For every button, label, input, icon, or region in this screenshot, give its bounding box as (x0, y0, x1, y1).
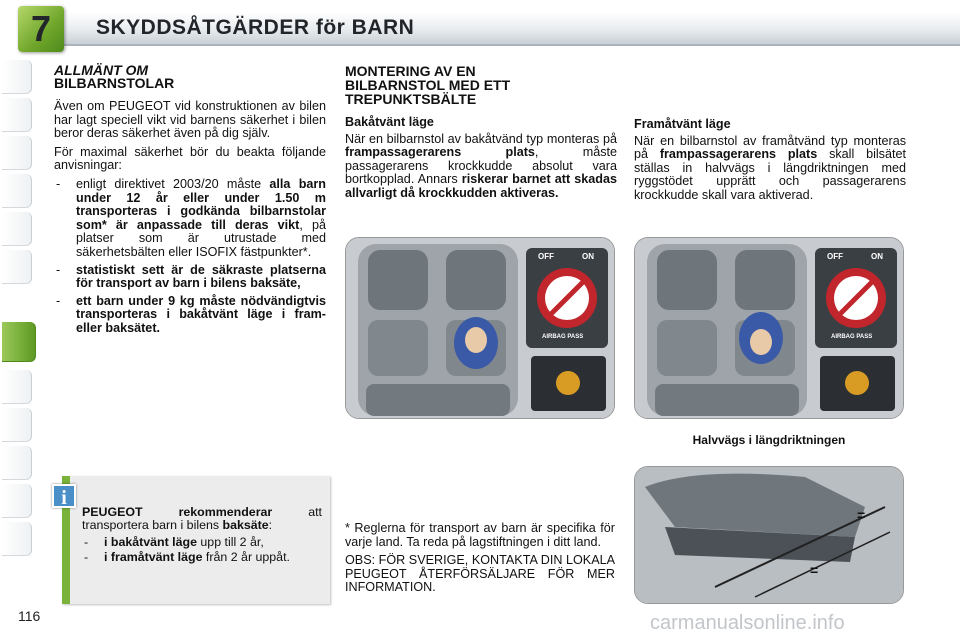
text-bold: riskerar barnet att skadas allvarligt då krockkudden aktiveras. (345, 172, 617, 200)
side-tab-3[interactable] (2, 136, 32, 170)
side-tab-5[interactable] (2, 212, 32, 246)
list-text: , på platser som är utrustade med säkerhetsbälten eller ISOFIX fästpunkter*. (76, 217, 326, 259)
watermark-url: carmanualsonline.info (650, 612, 845, 634)
off-label: OFF (827, 252, 843, 261)
airbag-label: AIRBAG PASS (542, 334, 584, 340)
text-span: , måste passagerarens krockkudde absolut vara bortkopplad. Annars (345, 145, 617, 187)
list-item (54, 178, 326, 260)
page-title: SKYDDSÅTGÄRDER för BARN (96, 16, 415, 39)
text-span: När en bilbarnstol av framåtvänd typ monteras på (634, 133, 906, 162)
info-text (82, 506, 322, 569)
list-dash: - (84, 534, 89, 549)
text-bold: frampassagerarens plats (659, 147, 818, 162)
section-heading-general (54, 64, 326, 90)
info-span: upp till 2 år, (196, 534, 264, 549)
info-list-item (82, 536, 322, 549)
list-dash: - (56, 293, 61, 308)
side-tab-4[interactable] (2, 174, 32, 208)
side-tab-9[interactable] (2, 408, 32, 442)
side-tab-10[interactable] (2, 446, 32, 480)
subheading-rear-facing: Bakåtvänt läge (345, 115, 434, 129)
heading-line: BILBARNSTOLAR (54, 75, 175, 91)
caption-halfway: Halvvägs i längdriktningen (692, 433, 846, 447)
footnote-block (345, 522, 615, 600)
heading-line: TREPUNKTSBÄLTE (345, 91, 477, 107)
side-tab-1[interactable] (2, 60, 32, 94)
middle-column (345, 64, 617, 206)
side-tab-12[interactable] (2, 522, 32, 556)
info-span: att transportera barn i bilens (82, 505, 322, 533)
seat-side-view (635, 467, 904, 604)
obs-note: OBS: FÖR SVERIGE, KONTAKTA DIN LOKALA PEUGEOT ÅTERFÖRSÄLJARE FÖR MER INFORMATION. (345, 553, 615, 595)
subheading-forward-facing: Framåtvänt läge (634, 117, 731, 131)
on-label: ON (582, 252, 594, 261)
equal-mark: = (857, 507, 866, 523)
chapter-number: 7 (30, 8, 52, 49)
paragraph (345, 133, 617, 201)
info-bold: i framåtvänt läge (104, 550, 203, 565)
list-item (54, 295, 326, 336)
info-span: från 2 år uppåt. (202, 550, 290, 565)
side-tab-7-active[interactable] (2, 322, 36, 362)
text-span: skall bilsätet ställas in halvvägs i längdriktningen med ryggstödet upprätt och passagerarens krockkudde skall vara aktiverad. (634, 147, 906, 202)
list-text-bold: statistiskt sett är de säkraste platserna för transport av barn i bilens baksäte, (76, 262, 326, 291)
car-interior-top-view (346, 238, 615, 419)
heading-line: MONTERING AV EN (345, 63, 476, 79)
paragraph: Även om PEUGEOT vid konstruktionen av bilen har lagt speciell vikt vid barnens säkerhet i bilen beror deras säkerhet även på dig själv. (54, 99, 326, 141)
chapter-tab-strip (0, 60, 34, 580)
list-dash: - (56, 176, 61, 191)
text-bold: frampassagerarens plats (345, 145, 535, 160)
list-text-bold: alla barn under 12 år eller under 1.50 m transporteras i godkända bilbarnstolar som* är anpassade till deras vikt (76, 176, 326, 232)
side-tab-8[interactable] (2, 370, 32, 404)
side-tab-2[interactable] (2, 98, 32, 132)
on-label: ON (871, 252, 883, 261)
info-bold: baksäte (222, 518, 269, 533)
side-tab-11[interactable] (2, 484, 32, 518)
section-heading-mounting (345, 64, 617, 106)
info-list-item (82, 551, 322, 564)
paragraph: För maximal säkerhet bör du beakta följande anvisningar: (54, 144, 326, 173)
right-column (634, 118, 906, 208)
heading-line: BILBARNSTOL MED ETT (345, 77, 511, 93)
footnote: * Reglerna för transport av barn är specifika för varje land. Ta reda på lagstiftningen i ditt land. (345, 521, 615, 549)
list-item (54, 264, 326, 291)
list-text: enligt direktivet 2003/20 måste (76, 176, 262, 191)
list-text-bold: ett barn under 9 kg måste nödvändigtvis transporteras i bakåtvänt läge i fram- eller baksätet. (76, 293, 326, 335)
text-span: När en bilbarnstol av bakåtvänd typ monteras på (345, 131, 617, 146)
left-column (54, 64, 326, 340)
info-span: : (268, 518, 273, 533)
equal-mark: = (810, 562, 819, 578)
heading-line: ALLMÄNT OM (54, 62, 149, 78)
car-interior-top-view (635, 238, 904, 419)
seat-rail-illustration (634, 466, 904, 604)
info-icon: i (52, 484, 76, 508)
forward-facing-seat-illustration (634, 237, 904, 419)
list-dash: - (84, 550, 89, 565)
rear-facing-seat-illustration (345, 237, 615, 419)
chapter-tab (18, 6, 64, 52)
off-label: OFF (538, 252, 554, 261)
paragraph (634, 135, 906, 203)
side-tab-6[interactable] (2, 250, 32, 284)
page-number: 116 (18, 608, 41, 624)
list-dash: - (56, 262, 61, 277)
info-bold: PEUGEOT rekommenderar (82, 505, 273, 519)
info-bold: i bakåtvänt läge (104, 534, 197, 549)
airbag-label: AIRBAG PASS (831, 334, 873, 340)
